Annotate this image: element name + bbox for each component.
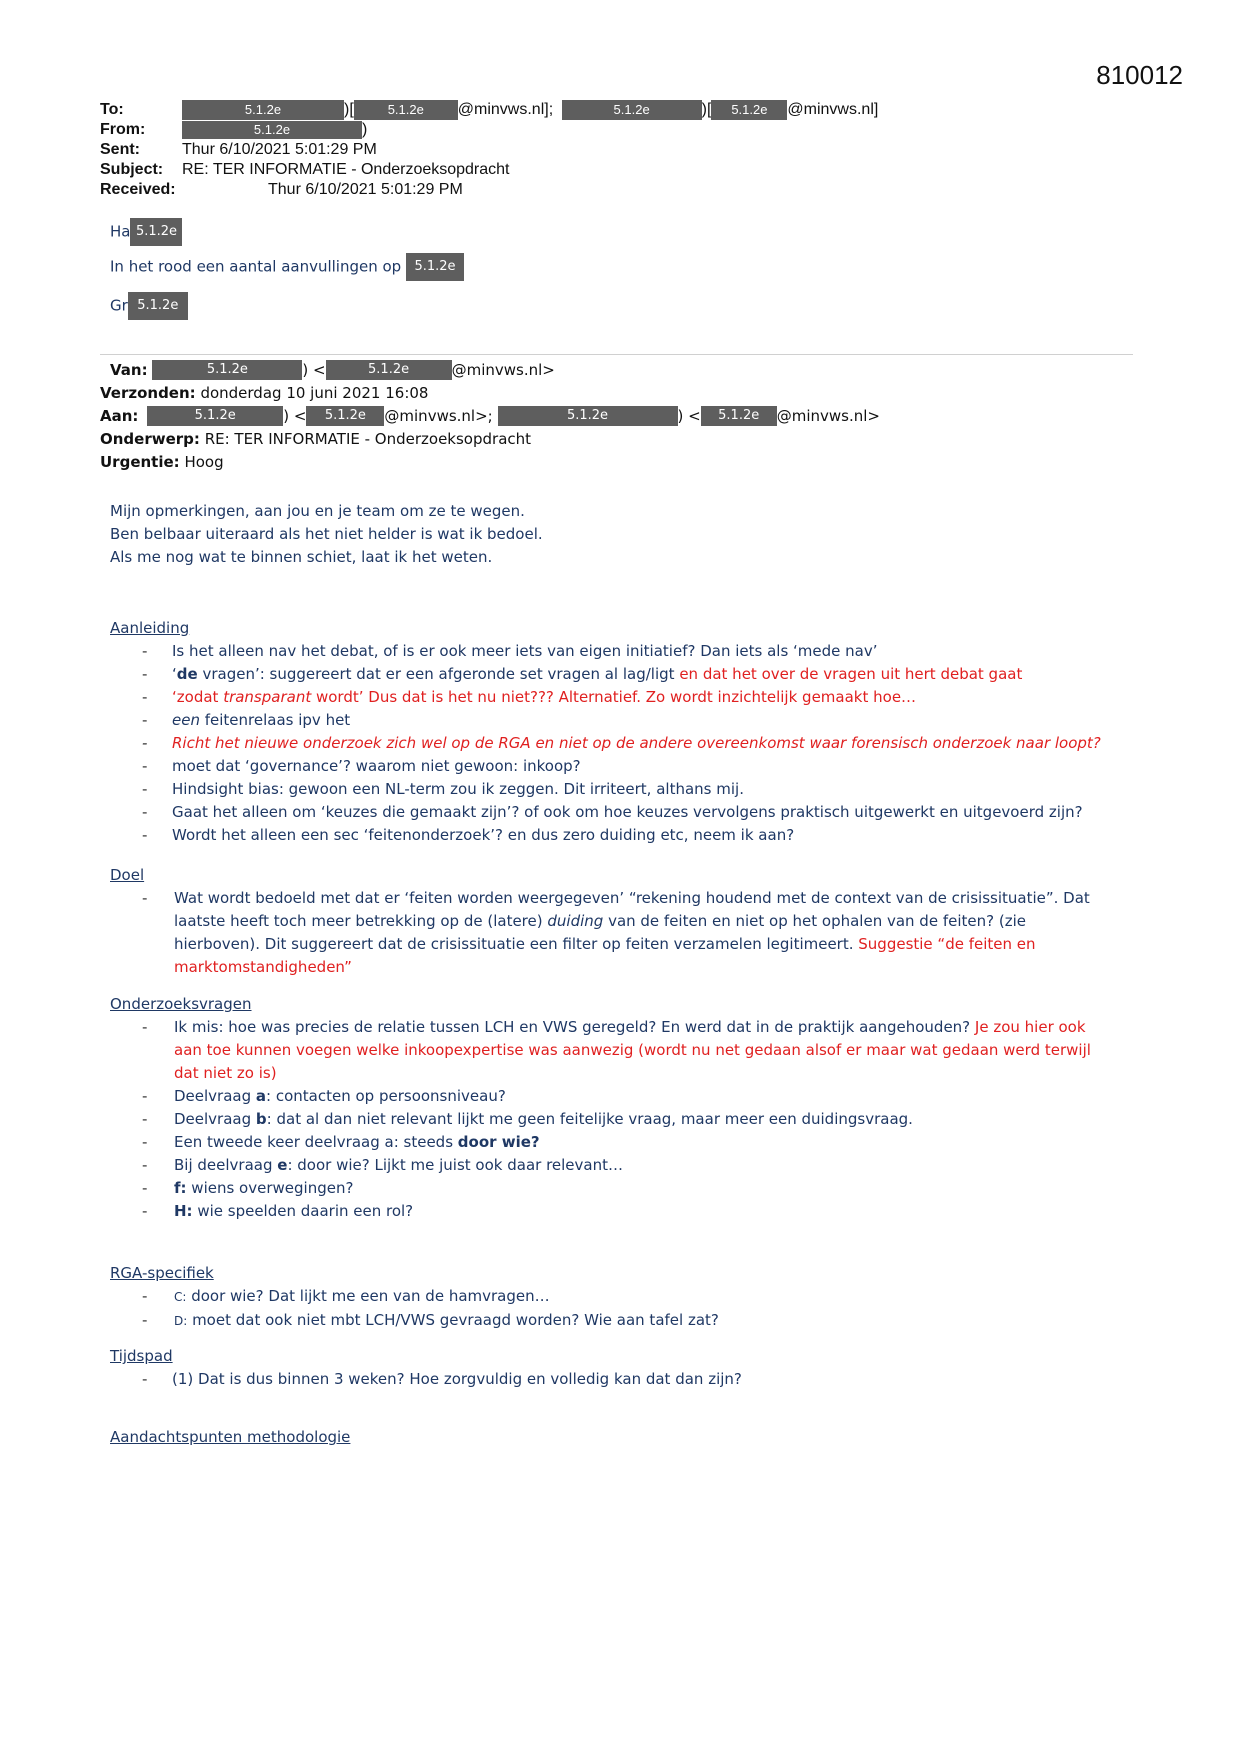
list-item: - H: wie speelden daarin een rol? — [110, 1200, 1130, 1223]
sent-value: Thur 6/10/2021 5:01:29 PM — [182, 141, 377, 158]
received-row — [100, 180, 463, 200]
sent-label: Sent: — [100, 141, 140, 158]
email-header-2 — [100, 358, 880, 473]
to-row: To: 5.1.2e )[ 5.1.2e @minvws.nl]; 5.1.2e )[ 5.1.2e @minvws.nl] — [100, 101, 879, 119]
document-number: 810012 — [1096, 60, 1183, 90]
redaction-block: 5.1.2e — [406, 253, 464, 281]
greeting-line-3: Gr 5.1.2e — [110, 292, 188, 320]
section-title: Doel — [110, 866, 145, 884]
section-tijdspad — [110, 1345, 1130, 1391]
list-item: - Hindsight bias: gewoon een NL-term zou ik zeggen. Dit irriteert, althans mij. — [110, 778, 1130, 801]
list-item: - Wat wordt bedoeld met dat er ‘feiten worden weergegeven’ “rekening houdend met de context van de crisissituatie”. Dat laatste heeft toch meer betrekking op de (latere) duiding van de feiten en niet op het ophalen van de feiten? (zie hierboven). Dit suggereert dat de crisissituatie een filter op feiten verzamelen legitimeert. Suggestie “de feiten en marktomstandigheden” — [110, 887, 1130, 979]
list-item: - een feitenrelaas ipv het — [110, 709, 1130, 732]
section-aanleiding — [110, 617, 1130, 847]
redaction-block: 5.1.2e — [130, 218, 182, 246]
redaction-block: 5.1.2e — [701, 406, 777, 426]
to-domain-2: @minvws.nl] — [787, 101, 879, 119]
received-value: Thur 6/10/2021 5:01:29 PM — [268, 181, 463, 198]
from-row: From: 5.1.2e ) — [100, 121, 368, 139]
subject-label: Subject: — [100, 161, 164, 178]
aan-row: Aan: 5.1.2e ) < 5.1.2e @minvws.nl>; 5.1.2e ) < 5.1.2e @minvws.nl> — [100, 406, 880, 425]
list-item: - C: door wie? Dat lijkt me een van de hamvragen… — [110, 1285, 1130, 1309]
list-item: - moet dat ‘governance’? waarom niet gewoon: inkoop? — [110, 755, 1130, 778]
section-methodologie — [110, 1426, 1130, 1449]
list-item: - Richt het nieuwe onderzoek zich wel op de RGA en niet op de andere overeenkomst waar forensisch onderzoek naar loopt? — [110, 732, 1130, 755]
greeting-line-2: In het rood een aantal aanvullingen op 5.1.2e — [110, 253, 464, 281]
section-title: Aanleiding — [110, 619, 190, 637]
section-title: Aandachtspunten methodologie — [110, 1428, 351, 1446]
separator-line — [100, 354, 1133, 355]
redaction-block: 5.1.2e — [326, 360, 452, 380]
to-label: To: — [100, 101, 124, 118]
redaction-block: 5.1.2e — [152, 360, 302, 380]
list-item: - Ik mis: hoe was precies de relatie tussen LCH en VWS geregeld? En werd dat in de praktijk aangehouden? Je zou hier ook aan toe kunnen voegen welke inkoopexpertise was aanwezig (wordt nu net gedaan alsof er maar wat gedaan werd terwijl dat niet zo is) — [110, 1016, 1130, 1085]
redaction-block: 5.1.2e — [711, 100, 787, 120]
redaction-block: 5.1.2e — [147, 406, 283, 426]
redaction-block: 5.1.2e — [562, 100, 702, 120]
to-domain-1: @minvws.nl]; — [457, 101, 554, 119]
van-row: Van: 5.1.2e ) < 5.1.2e @minvws.nl> — [110, 360, 555, 379]
received-label: Received: — [100, 181, 176, 198]
list-item: - D: moet dat ook niet mbt LCH/VWS gevraagd worden? Wie aan tafel zat? — [110, 1309, 1130, 1333]
list-item: - Deelvraag a: contacten op persoonsniveau? — [110, 1085, 1130, 1108]
subject-value: RE: TER INFORMATIE - Onderzoeksopdracht — [182, 161, 510, 178]
section-title: Onderzoeksvragen — [110, 995, 252, 1013]
section-rga-specifiek — [110, 1262, 1130, 1333]
list-item: - (1) Dat is dus binnen 3 weken? Hoe zorgvuldig en volledig kan dat dan zijn? — [110, 1368, 1130, 1391]
greeting-line-1: Ha 5.1.2e — [110, 218, 182, 246]
from-label: From: — [100, 121, 146, 138]
list-item: - ‘zodat transparant wordt’ Dus dat is het nu niet??? Alternatief. Zo wordt inzichtelijk gemaakt hoe… — [110, 686, 1130, 709]
list-item: - Een tweede keer deelvraag a: steeds door wie? — [110, 1131, 1130, 1154]
urgentie-row: Urgentie: Hoog — [100, 452, 224, 471]
section-title: RGA-specifiek — [110, 1264, 214, 1282]
redaction-block: 5.1.2e — [354, 100, 458, 120]
list-item: - Is het alleen nav het debat, of is er ook meer iets van eigen initiatief? Dan iets als ‘mede nav’ — [110, 640, 1130, 663]
section-doel — [110, 864, 1130, 979]
email-header-1 — [100, 100, 879, 200]
list-item: - Bij deelvraag e: door wie? Lijkt me juist ook daar relevant… — [110, 1154, 1130, 1177]
redaction-block: 5.1.2e — [128, 292, 188, 320]
intro-paragraph: Mijn opmerkingen, aan jou en je team om ze te wegen. Ben belbaar uiteraard als het niet helder is wat ik bedoel. Als me nog wat te binnen schiet, laat ik het weten. — [110, 502, 543, 566]
redaction-block: 5.1.2e — [182, 100, 344, 120]
redaction-block: 5.1.2e — [182, 121, 362, 139]
list-item: - ‘de vragen’: suggereert dat er een afgeronde set vragen al lag/ligt en dat het over de vragen uit hert debat gaat — [110, 663, 1130, 686]
verzonden-row: Verzonden: donderdag 10 juni 2021 16:08 — [100, 383, 429, 402]
redaction-block: 5.1.2e — [498, 406, 678, 426]
redaction-block: 5.1.2e — [306, 406, 384, 426]
subject-row — [100, 160, 510, 180]
list-item: - Gaat het alleen om ‘keuzes die gemaakt zijn’? of ook om hoe keuzes vervolgens praktisch uitgewerkt en uitgevoerd zijn? — [110, 801, 1130, 824]
section-title: Tijdspad — [110, 1347, 173, 1365]
list-item: - f: wiens overwegingen? — [110, 1177, 1130, 1200]
list-item: - Wordt het alleen een sec ‘feitenonderzoek’? en dus zero duiding etc, neem ik aan? — [110, 824, 1130, 847]
onderwerp-row: Onderwerp: RE: TER INFORMATIE - Onderzoeksopdracht — [100, 429, 532, 448]
list-item: - Deelvraag b: dat al dan niet relevant lijkt me geen feitelijke vraag, maar meer een duidingsvraag. — [110, 1108, 1130, 1131]
section-onderzoeksvragen — [110, 993, 1130, 1223]
sent-row — [100, 140, 377, 160]
